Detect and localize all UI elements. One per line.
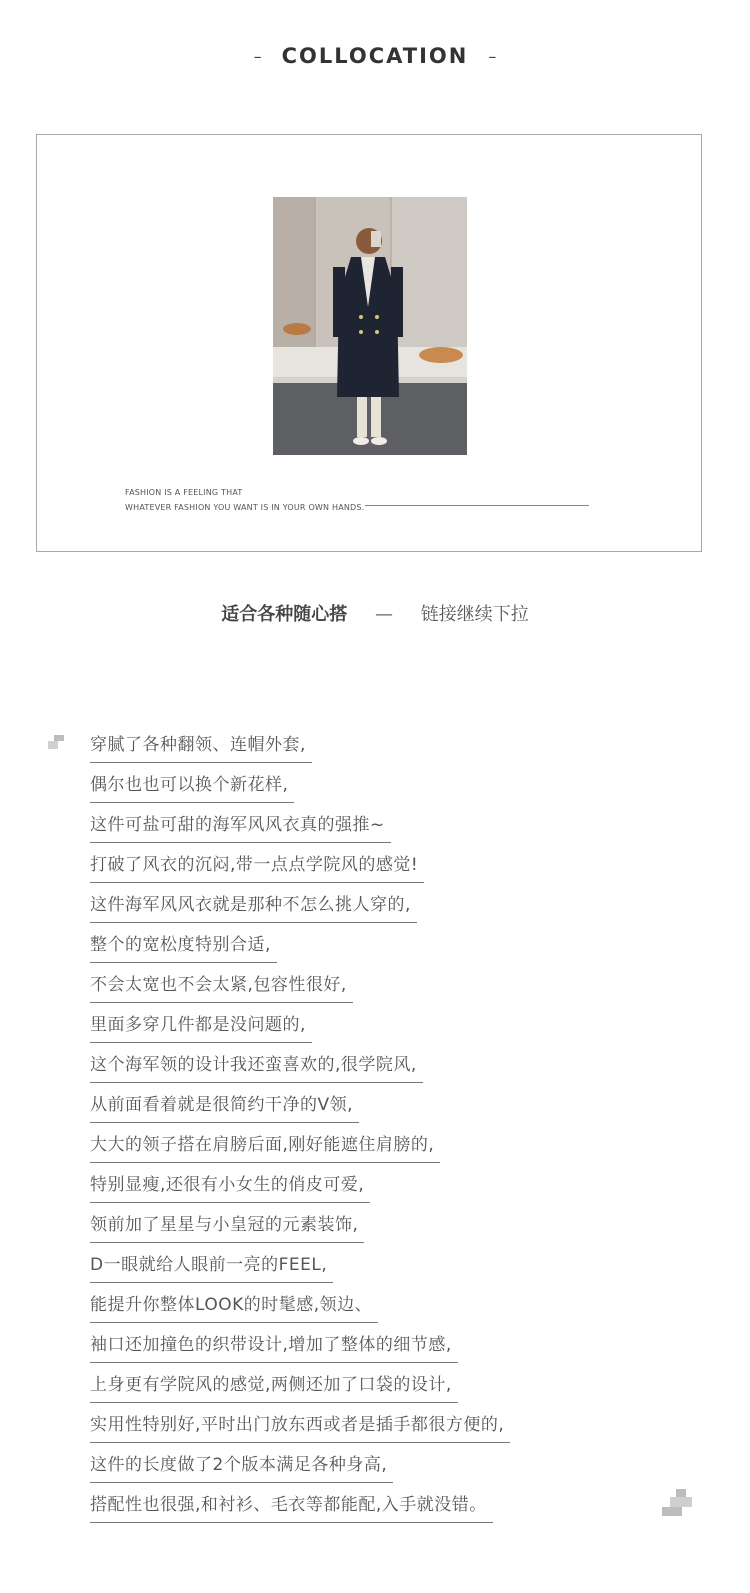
- description-line: 偶尔也也可以换个新花样,: [90, 770, 294, 810]
- description-line: 搭配性也很强,和衬衫、毛衣等都能配,入手就没错。: [90, 1490, 493, 1530]
- description-line: 穿腻了各种翻领、连帽外套,: [90, 730, 312, 770]
- description-line: 大大的领子搭在肩膀后面,刚好能遮住肩膀的,: [90, 1130, 440, 1170]
- description-line: 这件可盐可甜的海军风风衣真的强推~: [90, 810, 391, 850]
- sub-heading-right: 链接继续下拉: [420, 604, 529, 625]
- header-dash-left: –: [253, 46, 262, 66]
- description-line: 里面多穿几件都是没问题的,: [90, 1010, 312, 1050]
- description-line: 这件的长度做了2个版本满足各种身高,: [90, 1450, 393, 1490]
- sub-heading-separator: —: [375, 604, 393, 625]
- description-line: 从前面看着就是很简约干净的V领,: [90, 1090, 359, 1130]
- description-line: 整个的宽松度特别合适,: [90, 930, 277, 970]
- corner-decoration-top-left: [48, 735, 66, 755]
- description-line: 打破了风衣的沉闷,带一点点学院风的感觉!: [90, 850, 424, 890]
- description-line: 不会太宽也不会太紧,包容性很好,: [90, 970, 353, 1010]
- description-line: 这件海军风风衣就是那种不怎么挑人穿的,: [90, 890, 417, 930]
- quote-divider: [365, 505, 589, 506]
- sub-heading: [0, 600, 750, 626]
- feature-frame: [36, 134, 702, 552]
- description-line: 能提升你整体LOOK的时髦感,领边、: [90, 1290, 378, 1330]
- header-dash-right: –: [488, 46, 497, 66]
- description-text: [90, 730, 510, 1530]
- quote-line-2: WHATEVER FASHION YOU WANT IS IN YOUR OWN HANDS.: [125, 503, 365, 512]
- quote-line-1: FASHION IS A FEELING THAT: [125, 488, 243, 497]
- description-line: D一眼就给人眼前一亮的FEEL,: [90, 1250, 333, 1290]
- description-line: 袖口还加撞色的织带设计,增加了整体的细节感,: [90, 1330, 458, 1370]
- collocation-header: [0, 44, 750, 68]
- description-line: 特别显瘦,还很有小女生的俏皮可爱,: [90, 1170, 370, 1210]
- model-photo: [273, 197, 467, 455]
- sub-heading-left: 适合各种随心搭: [221, 604, 348, 625]
- corner-decoration-bottom-right: [662, 1489, 692, 1521]
- fashion-quote: [125, 485, 364, 515]
- description-line: 这个海军领的设计我还蛮喜欢的,很学院风,: [90, 1050, 423, 1090]
- description-line: 实用性特别好,平时出门放东西或者是插手都很方便的,: [90, 1410, 510, 1450]
- description-line: 上身更有学院风的感觉,两侧还加了口袋的设计,: [90, 1370, 458, 1410]
- header-title: COLLOCATION: [281, 44, 469, 68]
- description-line: 领前加了星星与小皇冠的元素装饰,: [90, 1210, 364, 1250]
